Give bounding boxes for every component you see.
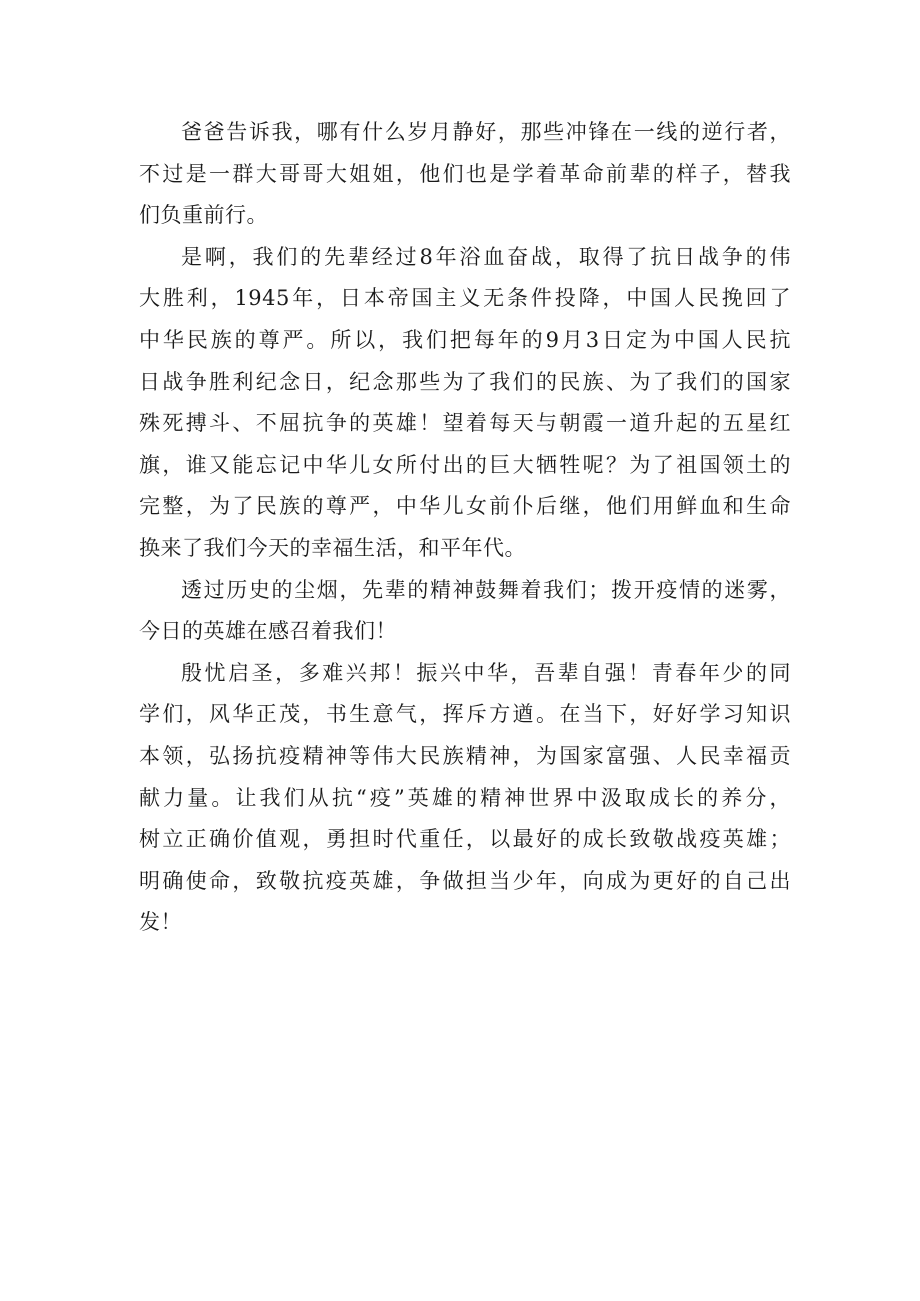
paragraph-line: 日战争胜利纪念日，纪念那些为了我们的民族、为了我们的国家 <box>139 369 791 394</box>
paragraph-line: 殷忧启圣，多难兴邦！振兴中华，吾辈自强！青春年少的同 <box>181 660 791 685</box>
paragraph-line: 树立正确价值观，勇担时代重任，以最好的成长致敬战疫英雄； <box>139 827 791 852</box>
paragraph-1 <box>139 112 791 237</box>
paragraph-line: 透过历史的尘烟，先辈的精神鼓舞着我们；拨开疫情的迷雾， <box>181 577 791 602</box>
paragraph-line: 换来了我们今天的幸福生活，和平年代。 <box>139 535 526 560</box>
paragraph-line: 发！ <box>139 910 182 935</box>
paragraph-line: 们负重前行。 <box>139 203 268 228</box>
paragraph-3 <box>139 570 791 653</box>
paragraph-line: 中华民族的尊严。所以，我们把每年的9月3日定为中国人民抗 <box>139 327 791 352</box>
paragraph-line: 旗，谁又能忘记中华儿女所付出的巨大牺牲呢？为了祖国领土的 <box>139 452 791 477</box>
document-body <box>139 112 791 944</box>
paragraph-line: 献力量。让我们从抗“疫”英雄的精神世界中汲取成长的养分， <box>139 785 791 810</box>
paragraph-2 <box>139 237 791 570</box>
paragraph-line: 爸爸告诉我，哪有什么岁月静好，那些冲锋在一线的逆行者， <box>181 120 791 144</box>
paragraph-line: 今日的英雄在感召着我们！ <box>139 619 397 644</box>
paragraph-line: 本领，弘扬抗疫精神等伟大民族精神，为国家富强、人民幸福贡 <box>139 743 791 768</box>
paragraph-line: 不过是一群大哥哥大姐姐，他们也是学着革命前辈的样子，替我 <box>139 161 791 186</box>
paragraph-4 <box>139 653 791 944</box>
paragraph-line: 殊死搏斗、不屈抗争的英雄！望着每天与朝霞一道升起的五星红 <box>139 411 791 436</box>
paragraph-line: 完整，为了民族的尊严，中华儿女前仆后继，他们用鲜血和生命 <box>139 494 791 519</box>
paragraph-line: 是啊，我们的先辈经过8年浴血奋战，取得了抗日战争的伟 <box>181 244 791 269</box>
paragraph-line: 大胜利，1945年，日本帝国主义无条件投降，中国人民挽回了 <box>139 286 791 311</box>
paragraph-line: 明确使命，致敬抗疫英雄，争做担当少年，向成为更好的自己出 <box>139 868 791 893</box>
paragraph-line: 学们，风华正茂，书生意气，挥斥方遒。在当下，好好学习知识 <box>139 702 791 727</box>
